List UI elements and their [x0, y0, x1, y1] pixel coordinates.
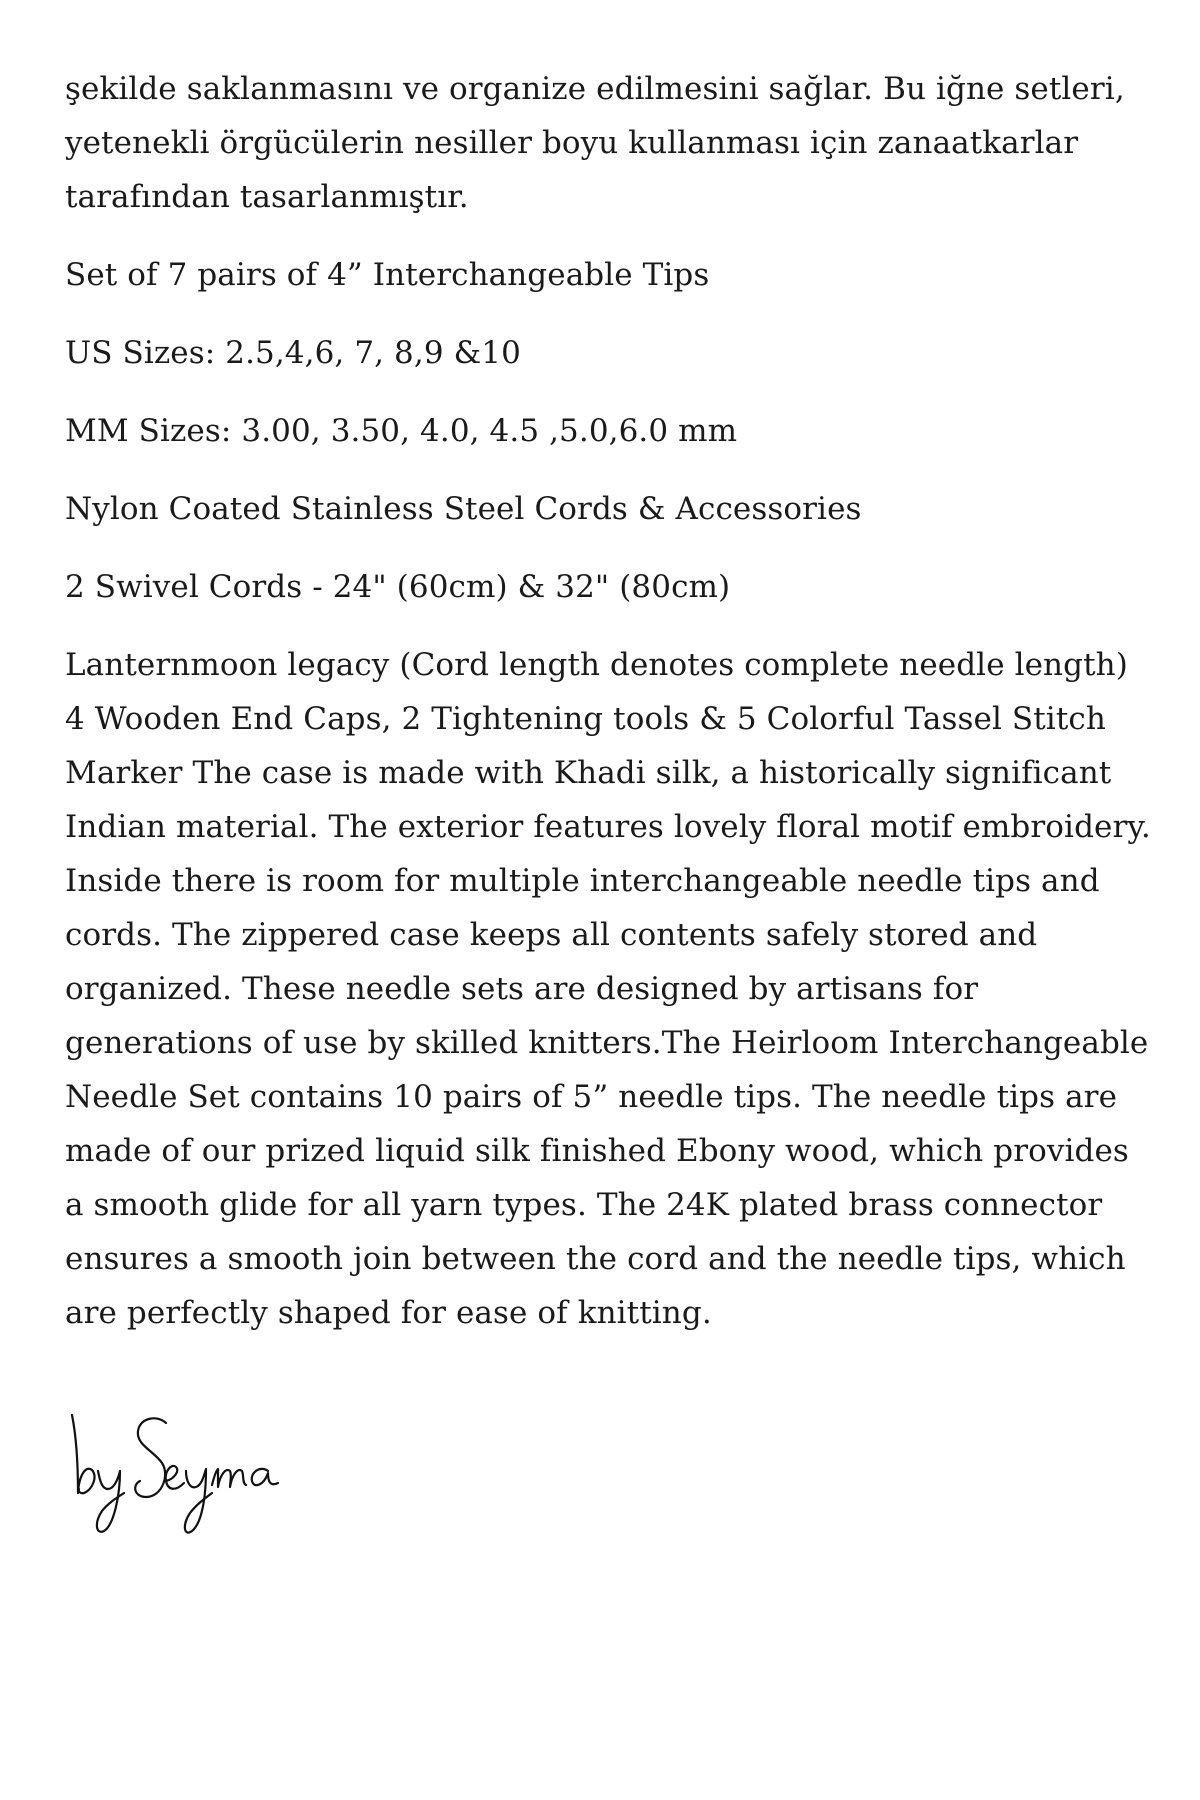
paragraph-cords-accessories: Nylon Coated Stainless Steel Cords & Accessories [65, 491, 862, 527]
signature [62, 1405, 302, 1545]
paragraph-swivel-cords: 2 Swivel Cords - 24" (60cm) & 32" (80cm) [65, 569, 731, 605]
paragraph-mm-sizes: MM Sizes: 3.00, 3.50, 4.0, 4.5 ,5.0,6.0 mm [65, 413, 738, 449]
document-body [65, 62, 1155, 1364]
paragraph-description: Lanternmoon legacy (Cord length denotes complete needle length) 4 Wooden End Caps, 2 Tightening tools & 5 Colorful Tassel Stitch Marker The case is made with Khadi silk, a historically significant Indian material. The exterior features lovely floral motif embroidery. Inside there is room for multiple interchangeable needle tips and cords. The zippered case keeps all contents safely stored and organized. These needle sets are designed by artisans for generations of use by skilled knitters.The Heirloom Interchangeable Needle Set contains 10 pairs of 5” needle tips. The needle tips are made of our prized liquid silk finished Ebony wood, which provides a smooth glide for all yarn types. The 24K plated brass connector ensures a smooth join between the cord and the needle tips, which are perfectly shaped for ease of knitting. [65, 647, 1151, 1331]
handwritten-signature-icon [62, 1405, 302, 1545]
paragraph-tip-set: Set of 7 pairs of 4” Interchangeable Tips [65, 257, 710, 293]
paragraph-turkish-intro: şekilde saklanmasını ve organize edilmesini sağlar. Bu iğne setleri, yetenekli örgücülerin nesiller boyu kullanması için zanaatkarlar tarafından tasarlanmıştır. [65, 71, 1125, 215]
paragraph-us-sizes: US Sizes: 2.5,4,6, 7, 8,9 &10 [65, 335, 521, 371]
